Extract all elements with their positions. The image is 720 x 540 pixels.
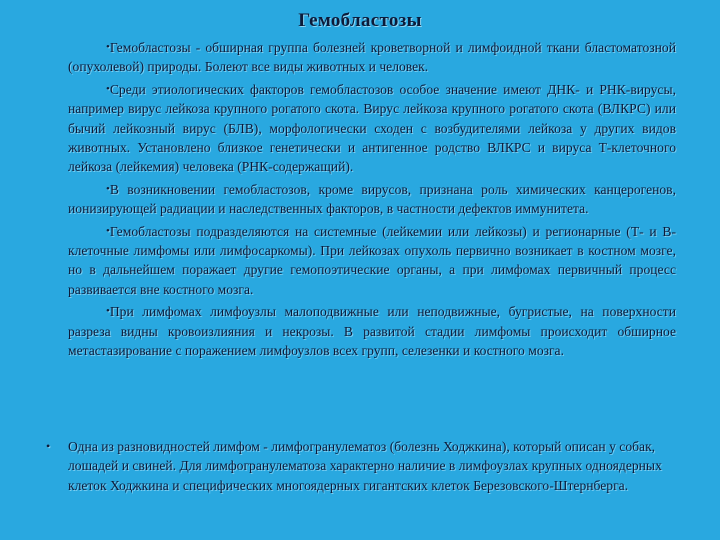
bullet-marker: • [106,305,110,318]
bullet-marker: • [46,439,51,453]
paragraph-text: При лимфомах лимфоузлы малоподвижные или неподвижные, бугристые, на поверхности разреза видны кровоизлияния и некрозы. В развитой стадии лимфомы происходит обширное метастазирование с поражением лимфоузлов всех групп, селезенки и костного мозга. [68,304,676,359]
slide-title: Гемобластозы [298,10,422,31]
paragraph-classification [68,222,676,300]
paragraph-etiology [68,80,676,177]
content-body [68,38,676,364]
bullet-marker: • [106,182,110,195]
bullet-marker: • [106,82,110,95]
paragraph-text: Гемобластозы - обширная группа болезней кроветворной и лимфоидной ткани бластоматозной (опухолевой) природы. Болеют все виды животных и человек. [68,40,676,75]
paragraph-text: В возникновении гемобластозов, кроме вирусов, признана роль химических канцерогенов, ионизирующей радиации и наследственных факторов, в частности дефектов иммунитета. [68,181,676,217]
paragraph-other-factors [68,180,676,219]
paragraph-text: Гемобластозы подразделяются на системные (лейкемии или лейкозы) и регионарные (Т- и В-клеточные лимфомы или лимфосаркомы). При лейкозах опухоль первично возникает в костном мозге, но в дальнейшем поражает другие гемопоэтические органы, а при лимфомах первичный процесс развивается вне костного мозга. [68,223,676,297]
bullet-marker: • [106,224,110,237]
list-item-text: Одна из разновидностей лимфом - лимфогранулематоз (болезнь Ходжкина), который описан у собак, лошадей и свиней. Для лимфогранулематоза характерно наличие в лимфоузлах крупных одноядерных клеток Ходжкина и специфических многоядерных гигантских клеток Березовского-Штернберга. [68,439,662,493]
paragraph-definition [68,38,676,77]
bullet-marker: • [106,41,110,53]
paragraph-lymphomas [68,302,676,360]
paragraph-text: Среди этиологических факторов гемобластозов особое значение имеют ДНК- и РНК-вирусы, например вирус лейкоза крупного рогатого скота. Вирус лейкоза крупного рогатого скота (ВЛКРС) или бычий лейкозный вирус (БЛВ), морфологически сходен с возбудителями лейкоза у других видов животных. Установлено близкое генетически и антигенное родство ВЛКРС и вируса Т-клеточного лейкоза (лейкемия) человека (РНК-содержащий). [68,81,676,175]
list-item-hodgkin [46,437,672,495]
